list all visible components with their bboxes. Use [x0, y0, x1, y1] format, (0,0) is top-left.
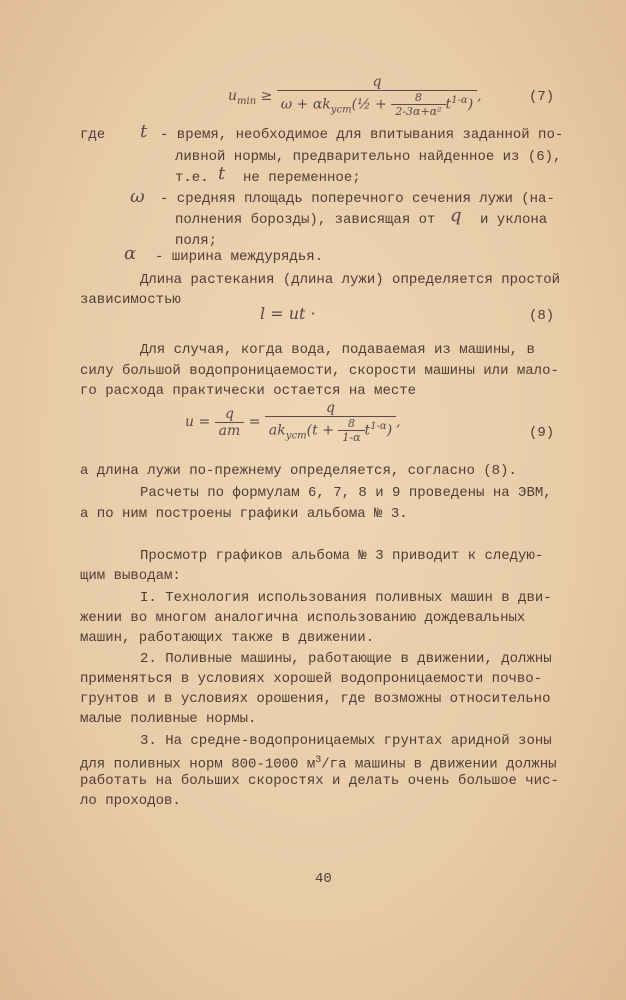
- omega-symbol: ω: [130, 186, 145, 207]
- eq7-den-sub: уст: [330, 104, 352, 116]
- para3-line1: а длина лужи по-прежнему определяется, согласно (8).: [80, 463, 517, 479]
- para3-line2: Расчеты по формулам 6, 7, 8 и 9 проведены на ЭВМ,: [140, 485, 552, 501]
- eq7-inner-num: 8: [391, 91, 445, 105]
- def-t-line2: ливной нормы, предварительно найденное из (6),: [175, 149, 562, 165]
- item3-line2: [80, 752, 557, 774]
- eq9-inner-num: 8: [338, 417, 364, 431]
- t-symbol-2: t: [218, 163, 226, 184]
- eq7-lhs: u: [228, 88, 238, 104]
- def-w-line1: - средняя площадь поперечного сечения лужи (на-: [160, 191, 555, 207]
- equation-7-number: (7): [529, 89, 555, 105]
- equation-7: [228, 74, 482, 118]
- equation-8: l = ut ·: [260, 304, 316, 323]
- eq7-inner-fraction: [391, 91, 445, 118]
- eq7-den-sup: 1-α: [451, 94, 468, 106]
- eq9-fraction-2: [265, 400, 396, 444]
- q-symbol: q: [450, 205, 462, 226]
- item3-line3: работать на больших скоростях и делать очень большое чис-: [80, 773, 559, 789]
- def-w-line2a: полнения борозды), зависящая от: [175, 212, 436, 228]
- item3-line2-b: /га машины в движении должны: [321, 756, 557, 773]
- def-w-line2b: и уклона: [480, 212, 548, 228]
- eq9-den-sup: 1-α: [370, 420, 387, 432]
- t-symbol: t: [140, 121, 148, 142]
- eq7-den-b: (½ +: [351, 96, 387, 113]
- eq9-inner-fraction: [338, 417, 364, 444]
- item2-line4: малые поливные нормы.: [80, 711, 257, 727]
- item3-line1: 3. На средне-водопроницаемых грунтах аридной зоны: [140, 733, 552, 749]
- para1-line2: зависимостью: [80, 292, 181, 308]
- where-label: где: [80, 127, 106, 143]
- eq9-den-sub: уст: [285, 430, 307, 442]
- eq7-inner-den: 2-3α+α²: [395, 105, 442, 118]
- item1-line3: машин, работающих также в движении.: [80, 630, 375, 646]
- item3-line4: ло проходов.: [80, 793, 181, 809]
- def-a-line1: - ширина междурядья.: [155, 249, 324, 265]
- eq9-den-b: (t +: [306, 422, 334, 439]
- item3-superscript: 3: [315, 755, 322, 766]
- item1-line1: I. Технология использования поливных машин в дви-: [140, 590, 552, 606]
- eq7-tail: ,: [477, 88, 482, 104]
- eq7-fraction: [277, 74, 477, 118]
- para2-line2: силу большой водопроницаемости, скорости машины или мало-: [80, 363, 559, 379]
- eq7-den-a: ω + αk: [280, 96, 331, 113]
- para2-line3: го расхода практически остается на месте: [80, 383, 417, 399]
- para3-line3: а по ним построены графики альбома № 3.: [80, 506, 408, 522]
- para2-line1: Для случая, когда вода, подаваемая из машины, в: [140, 342, 535, 358]
- equation-8-number: (8): [529, 308, 555, 324]
- eq9-f2-num: q: [265, 400, 396, 417]
- alpha-symbol: α: [124, 243, 137, 264]
- eq7-lhs-sub: min: [237, 95, 257, 107]
- para4-line2: щим выводам:: [80, 568, 181, 584]
- eq9-den-c: t: [364, 422, 371, 439]
- para4-line1: Просмотр графиков альбома № 3 приводит к следую-: [140, 548, 544, 564]
- eq9-den-a: ak: [268, 422, 286, 439]
- item2-line1: 2. Поливные машины, работающие в движении, должны: [140, 651, 552, 667]
- eq9-equals: =: [248, 414, 261, 430]
- eq9-den-close: ): [386, 422, 393, 439]
- eq9-lhs: u =: [185, 414, 211, 430]
- eq7-den-close: ): [467, 96, 474, 113]
- eq9-f1-num: q: [215, 406, 245, 423]
- eq9-tail: ,: [396, 414, 401, 430]
- page-number: 40: [315, 871, 332, 887]
- def-w-line3: поля;: [175, 233, 218, 249]
- def-t-line1: - время, необходимое для впитывания заданной по-: [160, 127, 564, 143]
- eq7-relation: ≥: [260, 88, 273, 104]
- eq9-f2-den: [265, 417, 396, 444]
- item2-line2: применяться в условиях хорошей водопроницаемости почво-: [80, 671, 543, 687]
- def-t-line3b: не переменное;: [243, 170, 361, 186]
- def-t-line3a: т.е.: [175, 170, 209, 186]
- item1-line2: жении во многом аналогична использованию дождевальных: [80, 610, 526, 626]
- eq9-f1-den: am: [218, 422, 241, 439]
- eq7-numerator: q: [277, 74, 477, 91]
- equation-9: [185, 400, 401, 444]
- eq7-den-c: t: [445, 96, 452, 113]
- para1-line1: Длина растекания (длина лужи) определяется простой: [140, 272, 561, 288]
- equation-9-number: (9): [529, 425, 555, 441]
- item2-line3: грунтов и в условиях орошения, где возможны относительно: [80, 691, 551, 707]
- eq9-inner-den: 1-α: [342, 431, 361, 444]
- eq7-denominator: [277, 91, 477, 118]
- eq9-fraction-1: [215, 406, 245, 439]
- item3-line2-a: для поливных норм 800-1000 м: [80, 756, 316, 773]
